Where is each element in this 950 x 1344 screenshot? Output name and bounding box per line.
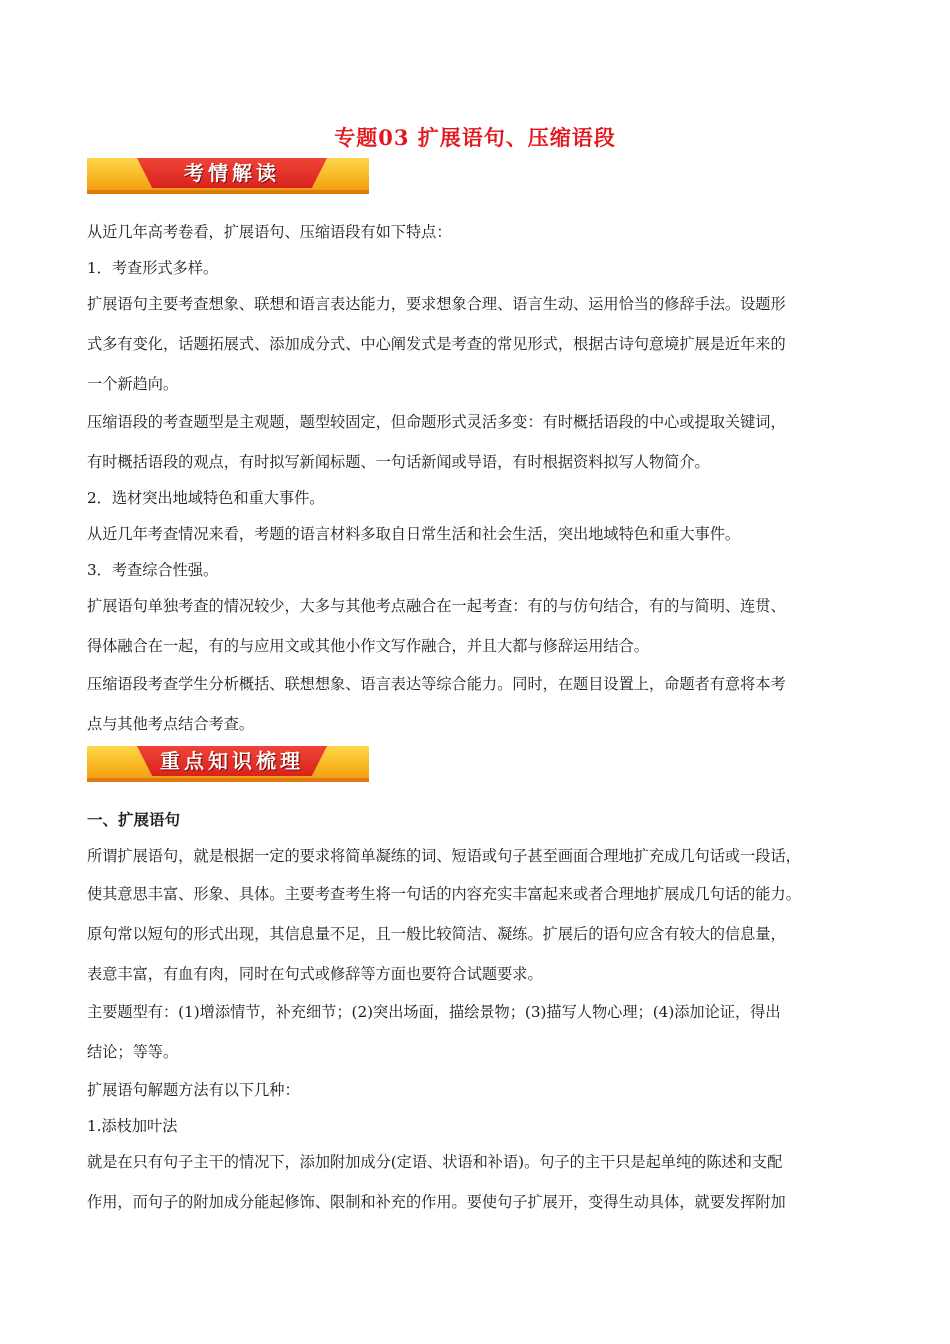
paragraph-line: 3．考查综合性强。 [87, 561, 219, 579]
paragraph-line: 所谓扩展语句，就是根据一定的要求将简单凝练的词、短语或句子甚至画面合理地扩充成几句话或一段话， [87, 847, 801, 865]
paragraph-line: 1．考查形式多样。 [87, 259, 219, 277]
paragraph-line: 有时概括语段的观点，有时拟写新闻标题、一句话新闻或导语，有时根据资料拟写人物简介。 [87, 453, 710, 471]
paragraph-line: 主要题型有：(1)增添情节，补充细节；(2)突出场面，描绘景物；(3)描写人物心理；(4)添加论证，得出 [87, 1003, 781, 1021]
banner-label: 考情解读 [184, 161, 280, 185]
paragraph-line: 扩展语句解题方法有以下几种： [87, 1081, 300, 1099]
paragraph-line: 从近几年考查情况来看，考题的语言材料多取自日常生活和社会生活，突出地域特色和重大事件。 [87, 525, 741, 543]
paragraph-line: 2．选材突出地域特色和重大事件。 [87, 489, 325, 507]
paragraph-line: 压缩语段考查学生分析概括、联想想象、语言表达等综合能力。同时，在题目设置上，命题者有意将本考 [87, 675, 786, 693]
section-banner-key-knowledge [87, 746, 369, 782]
paragraph-line: 就是在只有句子主干的情况下，添加附加成分(定语、状语和补语)。句子的主干只是起单纯的陈述和支配 [87, 1153, 783, 1171]
paragraph-line: 扩展语句单独考查的情况较少，大多与其他考点融合在一起考查：有的与仿句结合，有的与简明、连贯、 [87, 597, 786, 615]
paragraph-line: 作用，而句子的附加成分能起修饰、限制和补充的作用。要使句子扩展开，变得生动具体，就要发挥附加 [87, 1193, 786, 1211]
paragraph-line: 扩展语句主要考查想象、联想和语言表达能力，要求想象合理、语言生动、运用恰当的修辞手法。设题形 [87, 295, 786, 313]
paragraph-line: 表意丰富，有血有肉，同时在句式或修辞等方面也要符合试题要求。 [87, 965, 543, 983]
paragraph-line: 原句常以短句的形式出现，其信息量不足，且一般比较简洁、凝练。扩展后的语句应含有较大的信息量， [87, 925, 786, 943]
paragraph-line: 得体融合在一起，有的与应用文或其他小作文写作融合，并且大都与修辞运用结合。 [87, 637, 649, 655]
section-banner-exam-analysis [87, 158, 369, 194]
paragraph-line: 1.添枝加叶法 [87, 1117, 178, 1135]
paragraph-line: 一个新趋向。 [87, 375, 179, 393]
paragraph-line: 结论；等等。 [87, 1043, 179, 1061]
paragraph-line: 压缩语段的考查题型是主观题，题型较固定，但命题形式灵活多变：有时概括语段的中心或提取关键词， [87, 413, 786, 431]
document-title: 专题03 扩展语句、压缩语段 [334, 125, 616, 150]
paragraph-line: 点与其他考点结合考查。 [87, 715, 255, 733]
section-heading: 一、扩展语句 [87, 811, 181, 829]
paragraph-line: 式多有变化，话题拓展式、添加成分式、中心阐发式是考查的常见形式，根据古诗句意境扩展是近年来的 [87, 335, 786, 353]
paragraph-line: 使其意思丰富、形象、具体。主要考查考生将一句话的内容充实丰富起来或者合理地扩展成几句话的能力。 [87, 885, 801, 903]
banner-label: 重点知识梳理 [160, 749, 304, 773]
paragraph-line: 从近几年高考卷看，扩展语句、压缩语段有如下特点： [87, 223, 452, 241]
